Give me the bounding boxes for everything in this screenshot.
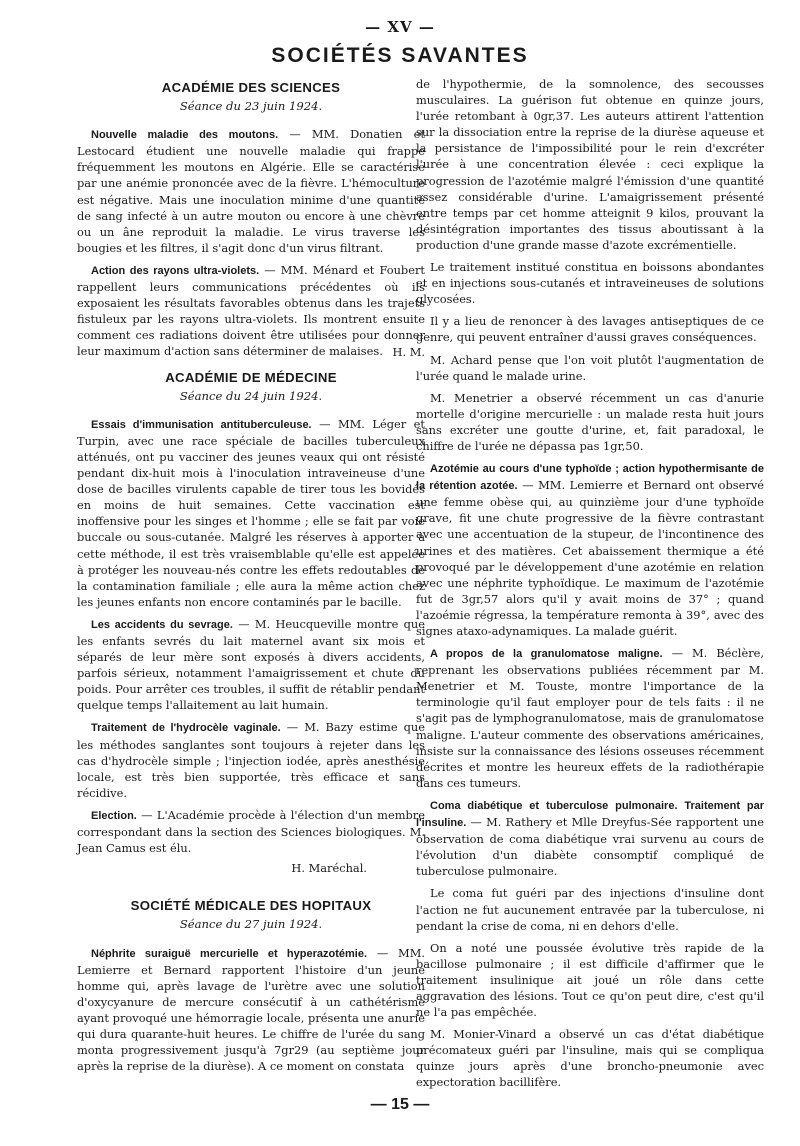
right-column — [416, 76, 764, 1097]
article-paragraph: Le coma fut guéri par des injections d'insuline dont l'action ne fut aucunement entravée par la tuberculose, ni pendant la crise de coma, ni en dehors d'elle. — [416, 886, 764, 933]
left-column — [77, 74, 425, 1080]
article-paragraph: M. Achard pense que l'on voit plutôt l'augmentation de l'urée quand le malade urine. — [416, 352, 764, 383]
article-heading: Nouvelle maladie des moutons. — [91, 129, 279, 142]
section-title-academie-sciences: ACADÉMIE DES SCIENCES — [161, 80, 341, 95]
seance-date: Séance du 27 juin 1924. — [179, 917, 323, 932]
section-title-societe-medicale: SOCIÉTÉ MÉDICALE DES HOPITAUX — [130, 898, 372, 914]
article-paragraph: M. Monier-Vinard a observé un cas d'état diabétique précomateux guéri par l'insuline, mais qui se compliqua quinze jours après d'une broncho-pneumonie avec expectoration bacillifère. — [416, 1027, 764, 1090]
article-body: — M. Rathery et Mlle Dreyfus-Sée rapportent une observation de coma diabétique vrai survenu au cours de l'évolution d'un diabète consomptif compliqué de tuberculose pulmonaire. — [416, 815, 764, 879]
article-paragraph: de l'hypothermie, de la somnolence, des secousses musculaires. La guérison fut obtenue en quinze jours, l'urée retombant à 0gr,37. Les auteurs attirent l'attention sur la dissociation entre la reprise de la diurèse aqueuse et la persistance de l'impossibilité pour le rein d'excréter l'urée à une concentration élevée : ceci explique la progression de l'azotémie malgré l'émission d'une quantité assez considérable d'urine. L'amaigrissement présenté entre temps par cet homme atteignit 9 kilos, prouvant la désintégration importantes des tissus aboutissant à la production d'une grande masse d'azote excrémentielle. — [416, 77, 764, 252]
article-heading: Les accidents du sevrage. — [91, 618, 233, 631]
article-heading: Action des rayons ultra-violets. — [91, 264, 260, 277]
article-body: — MM. Lemierre et Bernard rapportent l'histoire d'un jeune homme qui, après lavage de l'urètre avec une solution d'oxycyanure de mercure consécutif à un cathétérisme ayant provoqué une hémorragie locale, présenta une anurie qui dura quarante-huit heures. Le chiffre de l'urée du sang monta progressivement jusqu'à 7gr29 (au septième jour après la reprise de la diurèse). A ce moment on constata — [77, 945, 425, 1074]
article-paragraph — [77, 719, 425, 800]
article-paragraph — [77, 945, 425, 1075]
article-paragraph: Il y a lieu de renoncer à des lavages antiseptiques de ce genre, qui peuvent entraîner d'aussi graves conséquences. — [416, 314, 764, 345]
article-body: — MM. Ménard et Foubert rappellent leurs communications précédentes où ils exposaient les résultats favorables obtenus dans les trajets fistuleux par les rayons ultra-violets. Ils montrent ensuite comment ces radiations doivent être utilisées pour donner leur maximum d'action sans déterminer de malaises. — [77, 262, 425, 359]
main-title: SOCIÉTÉS SAVANTES — [271, 44, 529, 67]
signature: H. Maréchal. — [291, 861, 367, 876]
article-paragraph — [77, 416, 425, 610]
article-heading: Essais d'immunisation antituberculeuse. — [91, 418, 312, 431]
article-paragraph — [77, 262, 425, 360]
article-paragraph — [77, 616, 425, 714]
article-paragraph — [416, 797, 764, 879]
seance-date: Séance du 24 juin 1924. — [179, 388, 323, 403]
article-heading: A propos de la granulomatose maligne. — [430, 648, 663, 661]
article-heading: Election. — [91, 809, 137, 822]
article-body: — M. Béclère, reprenant les observations publiées récemment par M. Menetrier et M. Touste, montre l'importance de la terminologie qu'il faut employer pour de tels faits : il ne s'agit pas de lymphogranulomatose, mais de granulomatose maligne. L'auteur commente des observations américaines, insiste sur la connaissance des lésions osseuses récemment décrites et montre les heureux effets de la radiothérapie dans ces tumeurs. — [416, 646, 764, 790]
section-title-academie-medecine: ACADÉMIE DE MÉDECINE — [165, 369, 337, 385]
article-heading: Azotémie au cours d'une typhoïde ; action hypothermisante de la rétention azotée. — [416, 463, 764, 493]
signature: H. M. — [392, 344, 425, 359]
article-body: — MM. Léger et Turpin, avec une race spéciale de bacilles tuberculeux atténués, ont pu vacciner des jeunes veaux qui ont résisté pendant dix-huit mois à l'inoculation intraveineuse d'une dose de bacilles virulents capable de tirer tous les bovidés en moins de huit semaines. Cette vaccination est inoffensive pour les singes et l'homme ; elle se fait par voie buccale ou sous-cutanée. Malgré les réserves à apporter à cette méthode, il est très vraisemblable qu'elle est appelée à protéger les nouveau-nés contre les effets redoutables de la contamination familiale ; elle aura la même action chez les jeunes enfants non encore contaminés par le bacille. — [77, 416, 425, 609]
article-paragraph: On a noté une poussée évolutive très rapide de la bacillose pulmonaire ; il est difficile d'affirmer que le traitement insulinique ait joué un rôle dans cette aggravation des lésions. Tout ce qu'on peut dire, c'est qu'il ne l'a pas empêchée. — [416, 940, 764, 1020]
article-heading: Néphrite suraiguë mercurielle et hyperazotémie. — [91, 947, 368, 960]
article-body: — MM. Lemierre et Bernard ont observé une femme obèse qui, au quinzième jour d'une typhoïde grave, fit une chute progressive de la fièvre contrastant avec une accentuation de la stupeur, de l'incontinence des urines et des matières. Cet abaissement thermique a été provoqué par le développement d'une azotémie en relation avec une néphrite typhoïdique. Le maximum de l'azotémie fut de 3gr,57 alors qu'il y avait moins de 37° ; quand l'azoémie régressa, la température remonta à 39°, avec des signes ataxo-adynamiques. La malade guérit. — [416, 478, 765, 638]
seance-date: Séance du 23 juin 1924. — [179, 99, 323, 114]
article-body: — M. Heucqueville montre que les enfants sevrés du lait maternel avant six mois et séparés de leur mère sont exposés à divers accidents, parfois sérieux, notamment l'amaigrissement et chute du poids. Pour arrêter ces troubles, il suffit de rétablir pendant quelque temps l'allaitement au lait humain. — [77, 616, 425, 713]
page-footer: — 15 — — [370, 1096, 430, 1113]
article-heading: Coma diabétique et tuberculose pulmonaire. Traitement par l'insuline. — [416, 799, 764, 830]
article-body: — M. Bazy estime que les méthodes sanglantes sont toujours à rejeter dans les cas d'hydrocèle simple ; l'injection iodée, après anesthésie locale, est très bien supportée, très efficace et sans récidive. — [77, 720, 425, 800]
article-paragraph — [416, 460, 764, 639]
article-heading: Traitement de l'hydrocèle vaginale. — [91, 722, 281, 735]
article-paragraph: Le traitement institué constitua en boissons abondantes et en injections sous-cutanés et intraveineuses de solutions glycosées. — [416, 260, 764, 307]
article-body: — L'Académie procède à l'élection d'un membre correspondant dans la section des Sciences biologiques. M. Jean Camus est élu. — [77, 807, 425, 856]
article-paragraph — [77, 807, 425, 856]
article-paragraph — [416, 645, 764, 791]
article-paragraph — [77, 126, 425, 256]
article-paragraph: M. Menetrier a observé récemment un cas d'anurie mortelle d'origine mercurielle : un malade resta huit jours sans excréter une goutte d'urine, et, fait paradoxal, le chiffre de l'urée ne dépassa pas 1gr,50. — [416, 390, 764, 453]
article-body: — MM. Donatien et Lestocard étudient une nouvelle maladie qui frappe fréquemment les moutons en Algérie. Elle se caractérise par une anémie prononcée avec de la fièvre. L'hémoculture est négative. Mais une inoculation minime d'une quantité de sang infecté à un autre mouton ou encore à une chèvre ou un âne reproduit la maladie. Le virus traverse les bougies et les filtres, il s'agit donc d'un virus filtrant. — [77, 127, 425, 255]
page-header: — XV — — [365, 18, 435, 36]
